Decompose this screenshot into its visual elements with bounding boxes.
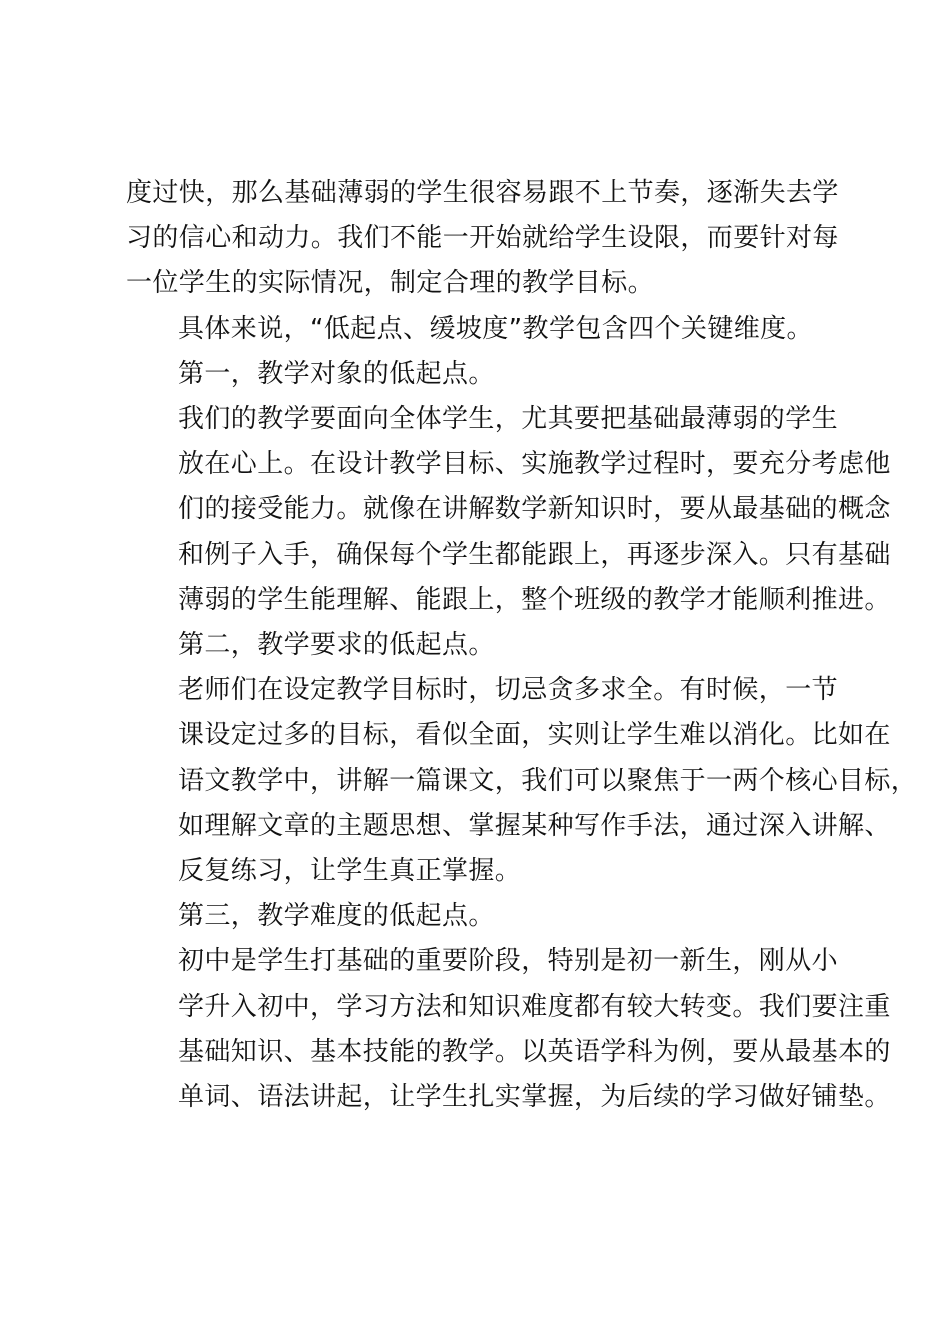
text-line: 放在心上。在设计教学目标、实施教学过程时，要充分考虑他 [178,449,891,480]
text-line: 如理解文章的主题思想、掌握某种写作手法，通过深入讲解、 [178,810,891,841]
paragraph [126,894,832,939]
paragraph [126,307,832,352]
text-line: 第三，教学难度的低起点。 [178,901,495,932]
paragraph [126,397,891,623]
text-line: 基础知识、基本技能的教学。以英语学科为例，要从最基本的 [178,1036,891,1067]
text-line: 课设定过多的目标，看似全面，实则让学生难以消化。比如在 [178,720,891,751]
text-line: 初中是学生打基础的重要阶段，特别是初一新生，刚从小 [178,946,839,977]
text-line: 和例子入手，确保每个学生都能跟上，再逐步深入。只有基础 [178,539,891,570]
text-line: 们的接受能力。就像在讲解数学新知识时，要从最基础的概念 [178,494,891,525]
text-line: 第二，教学要求的低起点。 [178,630,495,661]
text-line: 语文教学中，讲解一篇课文，我们可以聚焦于一两个核心目标， [178,765,918,796]
paragraph [126,352,832,397]
text-line: 第一，教学对象的低起点。 [178,358,495,389]
document-body [126,171,918,1120]
text-line: 学升入初中，学习方法和知识难度都有较大转变。我们要注重 [178,991,891,1022]
text-line: 度过快，那么基础薄弱的学生很容易跟不上节奏，逐渐失去学 [126,178,839,208]
text-line: 我们的教学要面向全体学生，尤其要把基础最薄弱的学生 [178,404,839,435]
text-line: 老师们在设定教学目标时，切忌贪多求全。有时候，一节 [178,675,839,706]
paragraph [126,939,891,1120]
text-line: 习的信心和动力。我们不能一开始就给学生设限，而要针对每 [126,223,839,254]
paragraph [126,668,918,894]
text-line: 薄弱的学生能理解、能跟上，整个班级的教学才能顺利推进。 [178,584,891,615]
text-line: 一位学生的实际情况，制定合理的教学目标。 [126,268,655,299]
paragraph [126,171,839,307]
text-line: 具体来说，“低起点、缓坡度”教学包含四个关键维度。 [178,313,813,344]
text-line: 单词、语法讲起，让学生扎实掌握，为后续的学习做好铺垫。 [178,1082,891,1113]
text-line: 反复练习，让学生真正掌握。 [178,856,522,887]
paragraph [126,623,832,668]
